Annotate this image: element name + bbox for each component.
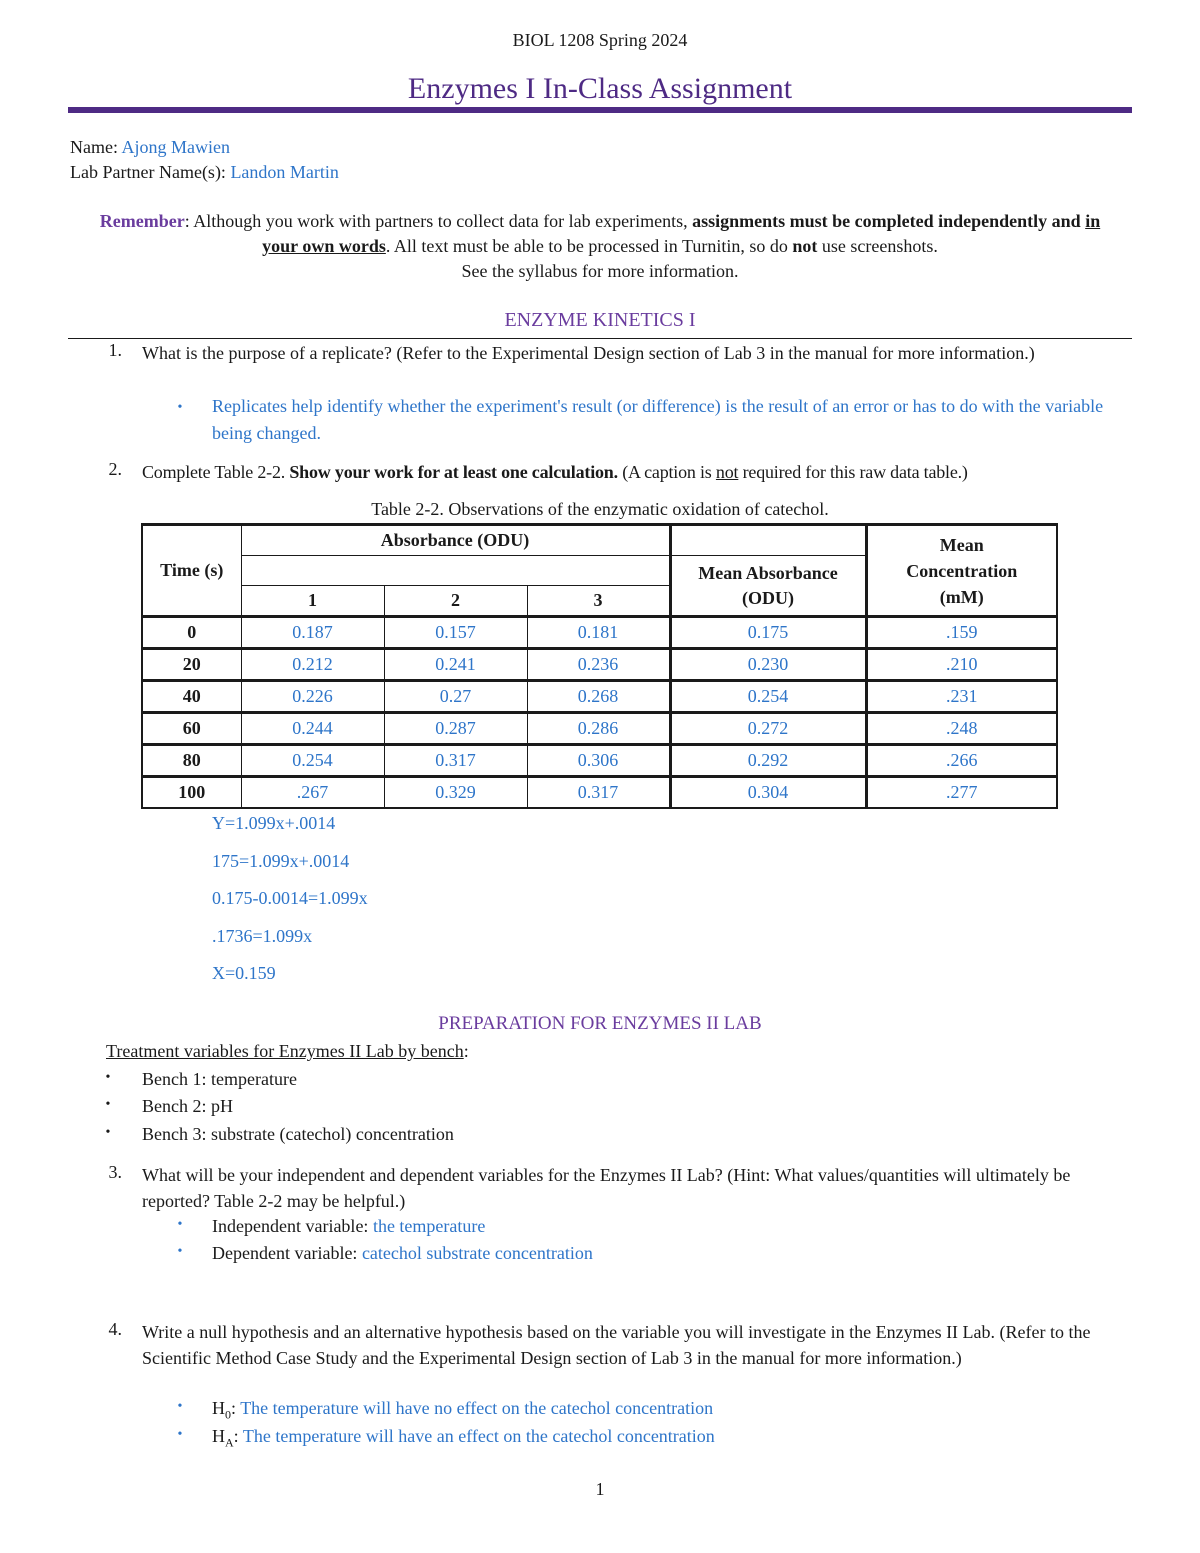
dependent-label: Dependent variable: (212, 1243, 362, 1263)
replicate-2-header: 2 (384, 586, 527, 617)
bullet-icon: • (177, 1427, 183, 1442)
table-row (142, 617, 1057, 649)
mean-concentration-cell: .277 (866, 777, 1057, 809)
replicate-2-cell: 0.329 (384, 777, 527, 809)
header-blank (670, 525, 866, 556)
calc-line-3: 0.175-0.0014=1.099x (212, 888, 368, 908)
replicate-2-cell: 0.287 (384, 713, 527, 745)
question-3-number: 3. (108, 1162, 122, 1182)
bullet-icon: • (177, 1244, 183, 1259)
replicate-2-cell: 0.157 (384, 617, 527, 649)
section-heading-kinetics: ENZYME KINETICS I (504, 309, 696, 331)
calc-line-4: .1736=1.099x (212, 926, 313, 946)
q2-text-3: required for this raw data table.) (738, 462, 968, 482)
replicate-1-header: 1 (241, 586, 384, 617)
h0-value: The temperature will have no effect on the catechol concentration (240, 1398, 714, 1418)
bullet-icon: • (105, 1070, 111, 1085)
question-1-text: What is the purpose of a replicate? (Refer to the Experimental Design section of Lab 3 in the manual for more information.) (142, 343, 1035, 363)
replicate-3-cell: 0.306 (527, 745, 670, 777)
page-number: 1 (595, 1479, 605, 1499)
h0-label: H (212, 1398, 225, 1418)
replicate-2-cell: 0.317 (384, 745, 527, 777)
remember-bold-2: not (792, 236, 818, 256)
question-1-answer: Replicates help identify whether the experiment's result (or difference) is the result of an error or has to do with the variable being changed. (212, 396, 1104, 443)
replicate-3-cell: 0.268 (527, 681, 670, 713)
replicate-1-cell: 0.187 (241, 617, 384, 649)
student-name-line (70, 137, 230, 158)
question-4-number: 4. (108, 1319, 122, 1339)
bench-subheading-colon: : (463, 1041, 469, 1061)
mean-absorbance-cell: 0.230 (670, 649, 866, 681)
mean-conc-line-3: (mM) (939, 586, 984, 607)
mean-absorbance-header (670, 556, 866, 617)
question-3-text: What will be your independent and dependent variables for the Enzymes II Lab? (Hint: What values/quantities will ultimately be reported? Table 2-2 may be helpful.) (142, 1165, 1071, 1211)
mean-concentration-header (866, 525, 1057, 617)
bench-2: Bench 2: pH (142, 1096, 233, 1116)
remember-text-2: . All text must be able to be processed in Turnitin, so do (385, 236, 793, 256)
time-cell: 80 (142, 745, 241, 777)
bullet-icon: • (105, 1097, 111, 1112)
bench-subheading (106, 1041, 469, 1062)
replicate-2-cell: 0.241 (384, 649, 527, 681)
independent-variable (212, 1216, 485, 1237)
alternative-hypothesis (212, 1426, 715, 1451)
remember-text-3: use screenshots. (817, 236, 938, 256)
bench-subheading-text: Treatment variables for Enzymes II Lab by bench (106, 1041, 464, 1061)
remember-notice (80, 209, 1120, 284)
mean-absorbance-cell: 0.175 (670, 617, 866, 649)
calc-line-2: 175=1.099x+.0014 (212, 851, 350, 871)
question-1-number: 1. (108, 340, 122, 360)
q2-text-1: Complete Table 2-2. (142, 462, 290, 482)
bench-3: Bench 3: substrate (catechol) concentration (142, 1124, 454, 1144)
bullet-icon: • (105, 1125, 111, 1140)
mean-abs-line-1: Mean Absorbance (698, 562, 838, 583)
calc-line-5: X=0.159 (212, 963, 276, 983)
replicate-1-cell: 0.226 (241, 681, 384, 713)
time-cell: 0 (142, 617, 241, 649)
replicate-3-cell: 0.317 (527, 777, 670, 809)
remember-label: Remember (99, 211, 185, 231)
question-4-text: Write a null hypothesis and an alternative hypothesis based on the variable you will investigate in the Enzymes II Lab. (Refer to the Scientific Method Case Study and the Experimental Design section of Lab 3 in the manual for more information.) (142, 1322, 1091, 1368)
time-cell: 40 (142, 681, 241, 713)
h0-colon: : (231, 1398, 241, 1418)
table-row (142, 649, 1057, 681)
absorbance-sub-blank (241, 556, 670, 586)
question-2-text (142, 459, 1132, 485)
replicate-3-cell: 0.236 (527, 649, 670, 681)
partner-label: Lab Partner Name(s): (70, 162, 226, 182)
course-header: BIOL 1208 Spring 2024 (512, 30, 688, 50)
replicate-3-cell: 0.286 (527, 713, 670, 745)
partner-value: Landon Martin (230, 162, 339, 182)
remember-text-4: See the syllabus for more information. (461, 261, 739, 281)
table-row (142, 713, 1057, 745)
ha-colon: : (233, 1426, 243, 1446)
time-cell: 60 (142, 713, 241, 745)
table-caption: Table 2-2. Observations of the enzymatic oxidation of catechol. (371, 499, 829, 519)
h0-subscript: 0 (225, 1407, 231, 1422)
mean-conc-line-1: Mean (939, 534, 984, 555)
replicate-1-cell: 0.212 (241, 649, 384, 681)
mean-conc-line-2: Concentration (906, 560, 1018, 581)
independent-label: Independent variable: (212, 1216, 373, 1236)
ha-subscript: A (225, 1435, 234, 1450)
q2-text-2: (A caption is (617, 462, 716, 482)
calc-line-1: Y=1.099x+.0014 (212, 813, 336, 833)
replicate-1-cell: 0.244 (241, 713, 384, 745)
replicate-3-cell: 0.181 (527, 617, 670, 649)
mean-concentration-cell: .266 (866, 745, 1057, 777)
time-header: Time (s) (142, 525, 241, 617)
replicate-2-cell: 0.27 (384, 681, 527, 713)
bullet-icon: • (177, 1217, 183, 1232)
mean-absorbance-cell: 0.304 (670, 777, 866, 809)
absorbance-header: Absorbance (ODU) (241, 525, 670, 556)
section-heading-preparation: PREPARATION FOR ENZYMES II LAB (438, 1013, 762, 1034)
name-label: Name: (70, 137, 118, 157)
bench-1: Bench 1: temperature (142, 1069, 297, 1089)
q2-bold: Show your work for at least one calculation. (289, 462, 618, 482)
dependent-variable (212, 1243, 593, 1264)
replicate-3-header: 3 (527, 586, 670, 617)
mean-concentration-cell: .248 (866, 713, 1057, 745)
table-row (142, 681, 1057, 713)
remember-text-1: : Although you work with partners to collect data for lab experiments, (184, 211, 693, 231)
replicate-1-cell: 0.254 (241, 745, 384, 777)
mean-concentration-cell: .231 (866, 681, 1057, 713)
mean-abs-line-2: (ODU) (742, 587, 794, 608)
table-row (142, 777, 1057, 809)
table-row (142, 745, 1057, 777)
document-title: Enzymes I In-Class Assignment (407, 72, 793, 105)
partner-name-line (70, 162, 339, 183)
independent-value: the temperature (372, 1216, 486, 1236)
ha-label: H (212, 1426, 225, 1446)
title-divider (68, 107, 1132, 113)
dependent-value: catechol substrate concentration (361, 1243, 593, 1263)
question-2-number: 2. (108, 459, 122, 479)
time-cell: 100 (142, 777, 241, 809)
remember-underline: in your own words (262, 211, 1101, 256)
q2-underline: not (715, 462, 739, 482)
mean-absorbance-cell: 0.272 (670, 713, 866, 745)
mean-absorbance-cell: 0.254 (670, 681, 866, 713)
mean-absorbance-cell: 0.292 (670, 745, 866, 777)
section-divider (68, 338, 1132, 339)
null-hypothesis (212, 1398, 713, 1423)
bullet-icon: • (177, 400, 183, 415)
bullet-icon: • (177, 1399, 183, 1414)
mean-concentration-cell: .210 (866, 649, 1057, 681)
ha-value: The temperature will have an effect on the catechol concentration (242, 1426, 715, 1446)
time-cell: 20 (142, 649, 241, 681)
replicate-1-cell: .267 (241, 777, 384, 809)
mean-concentration-cell: .159 (866, 617, 1057, 649)
data-table (141, 523, 1058, 809)
name-value: Ajong Mawien (121, 137, 230, 157)
remember-bold-1: assignments must be completed independently and (692, 211, 1086, 231)
